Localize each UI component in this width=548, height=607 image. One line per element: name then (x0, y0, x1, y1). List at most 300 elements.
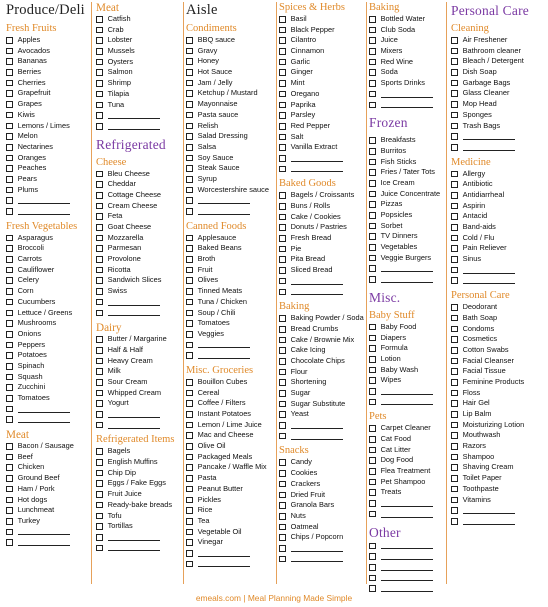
checklist-item[interactable] (279, 14, 366, 25)
checklist-item[interactable] (279, 377, 366, 388)
checklist-item[interactable] (96, 468, 180, 479)
checkbox[interactable] (6, 245, 13, 252)
checklist-item[interactable] (186, 398, 274, 409)
checkbox[interactable] (96, 235, 103, 242)
checklist-item[interactable] (279, 388, 366, 399)
checkbox[interactable] (369, 27, 376, 34)
checkbox[interactable] (96, 411, 103, 418)
checkbox[interactable] (186, 69, 193, 76)
checkbox[interactable] (6, 155, 13, 162)
checklist-item[interactable] (451, 324, 546, 335)
checklist-item[interactable] (369, 57, 444, 68)
write-in-line[interactable] (108, 411, 160, 418)
checkbox[interactable] (96, 245, 103, 252)
checklist-item[interactable] (186, 153, 274, 164)
checkbox[interactable] (96, 91, 103, 98)
checkbox[interactable] (369, 69, 376, 76)
write-in-line[interactable] (381, 265, 433, 272)
blank-checklist-item[interactable] (279, 153, 366, 164)
write-in-line[interactable] (108, 544, 160, 551)
blank-checklist-item[interactable] (369, 551, 444, 562)
checklist-item[interactable] (186, 78, 274, 89)
checkbox[interactable] (279, 401, 286, 408)
checkbox[interactable] (6, 454, 13, 461)
checkbox[interactable] (186, 486, 193, 493)
checklist-item[interactable] (186, 308, 274, 319)
checkbox[interactable] (279, 337, 286, 344)
checkbox[interactable] (279, 59, 286, 66)
checklist-item[interactable] (186, 516, 274, 527)
checklist-item[interactable] (451, 356, 546, 367)
checklist-item[interactable] (96, 489, 180, 500)
checklist-item[interactable] (279, 100, 366, 111)
blank-checklist-item[interactable] (96, 532, 180, 543)
checklist-item[interactable] (279, 335, 366, 346)
checkbox[interactable] (279, 459, 286, 466)
checklist-item[interactable] (6, 67, 86, 78)
checklist-item[interactable] (369, 67, 444, 78)
checkbox[interactable] (451, 203, 458, 210)
checklist-item[interactable] (451, 88, 546, 99)
checkbox[interactable] (96, 102, 103, 109)
checkbox[interactable] (6, 197, 13, 204)
checkbox[interactable] (369, 399, 376, 406)
checkbox[interactable] (186, 112, 193, 119)
checkbox[interactable] (6, 48, 13, 55)
checklist-item[interactable] (186, 46, 274, 57)
checkbox[interactable] (96, 16, 103, 23)
checkbox[interactable] (186, 123, 193, 130)
checkbox[interactable] (369, 564, 376, 571)
checklist-item[interactable] (186, 377, 274, 388)
checklist-item[interactable] (96, 35, 180, 46)
checklist-item[interactable] (279, 201, 366, 212)
checkbox[interactable] (451, 454, 458, 461)
checkbox[interactable] (369, 457, 376, 464)
checklist-item[interactable] (279, 468, 366, 479)
checklist-item[interactable] (451, 302, 546, 313)
checklist-item[interactable] (186, 185, 274, 196)
checklist-item[interactable] (451, 473, 546, 484)
checkbox[interactable] (451, 518, 458, 525)
checkbox[interactable] (186, 80, 193, 87)
write-in-line[interactable] (198, 341, 250, 348)
checklist-item[interactable] (6, 56, 86, 67)
checklist-item[interactable] (96, 366, 180, 377)
checkbox[interactable] (6, 374, 13, 381)
checklist-item[interactable] (451, 190, 546, 201)
checkbox[interactable] (369, 388, 376, 395)
checkbox[interactable] (186, 267, 193, 274)
write-in-line[interactable] (463, 267, 515, 274)
blank-checklist-item[interactable] (279, 554, 366, 565)
checkbox[interactable] (369, 335, 376, 342)
checklist-item[interactable] (186, 243, 274, 254)
write-in-line[interactable] (291, 155, 343, 162)
write-in-line[interactable] (381, 564, 433, 571)
checklist-item[interactable] (186, 233, 274, 244)
checkbox[interactable] (369, 212, 376, 219)
checkbox[interactable] (6, 123, 13, 130)
checklist-item[interactable] (6, 275, 86, 286)
checkbox[interactable] (6, 443, 13, 450)
checkbox[interactable] (96, 27, 103, 34)
checkbox[interactable] (186, 561, 193, 568)
checkbox[interactable] (96, 523, 103, 530)
checkbox[interactable] (6, 69, 13, 76)
checklist-item[interactable] (451, 67, 546, 78)
checkbox[interactable] (451, 48, 458, 55)
checkbox[interactable] (451, 464, 458, 471)
checkbox[interactable] (279, 502, 286, 509)
checklist-item[interactable] (451, 78, 546, 89)
checklist-item[interactable] (6, 505, 86, 516)
checkbox[interactable] (186, 550, 193, 557)
checkbox[interactable] (369, 48, 376, 55)
checkbox[interactable] (96, 112, 103, 119)
checkbox[interactable] (96, 534, 103, 541)
checklist-item[interactable] (186, 286, 274, 297)
checkbox[interactable] (451, 58, 458, 65)
checkbox[interactable] (279, 214, 286, 221)
write-in-line[interactable] (381, 574, 433, 581)
checklist-item[interactable] (451, 452, 546, 463)
checklist-item[interactable] (369, 46, 444, 57)
checkbox[interactable] (369, 345, 376, 352)
checkbox[interactable] (186, 235, 193, 242)
checkbox[interactable] (186, 90, 193, 97)
checklist-item[interactable] (186, 297, 274, 308)
checkbox[interactable] (279, 166, 286, 173)
checkbox[interactable] (6, 288, 13, 295)
checkbox[interactable] (369, 276, 376, 283)
checkbox[interactable] (279, 123, 286, 130)
checkbox[interactable] (369, 16, 376, 23)
checkbox[interactable] (96, 480, 103, 487)
checklist-item[interactable] (279, 500, 366, 511)
checklist-item[interactable] (186, 142, 274, 153)
checklist-item[interactable] (186, 452, 274, 463)
checklist-item[interactable] (279, 46, 366, 57)
checkbox[interactable] (451, 432, 458, 439)
checkbox[interactable] (279, 155, 286, 162)
checklist-item[interactable] (96, 388, 180, 399)
checkbox[interactable] (279, 315, 286, 322)
checkbox[interactable] (451, 411, 458, 418)
checkbox[interactable] (96, 288, 103, 295)
checkbox[interactable] (451, 315, 458, 322)
write-in-line[interactable] (463, 518, 515, 525)
checkbox[interactable] (96, 256, 103, 263)
checklist-item[interactable] (6, 46, 86, 57)
write-in-line[interactable] (198, 550, 250, 557)
checkbox[interactable] (451, 326, 458, 333)
checkbox[interactable] (96, 277, 103, 284)
checklist-item[interactable] (186, 484, 274, 495)
checklist-item[interactable] (451, 420, 546, 431)
checklist-item[interactable] (186, 88, 274, 99)
checkbox[interactable] (186, 165, 193, 172)
checkbox[interactable] (96, 379, 103, 386)
checklist-item[interactable] (6, 110, 86, 121)
checklist-item[interactable] (369, 78, 444, 89)
checkbox[interactable] (369, 102, 376, 109)
checklist-item[interactable] (451, 46, 546, 57)
checklist-item[interactable] (6, 361, 86, 372)
checkbox[interactable] (186, 155, 193, 162)
checkbox[interactable] (369, 324, 376, 331)
write-in-line[interactable] (291, 422, 343, 429)
checkbox[interactable] (96, 400, 103, 407)
checklist-item[interactable] (6, 142, 86, 153)
checkbox[interactable] (6, 507, 13, 514)
checkbox[interactable] (451, 443, 458, 450)
checklist-item[interactable] (186, 56, 274, 67)
checkbox[interactable] (451, 112, 458, 119)
checklist-item[interactable] (96, 46, 180, 57)
checkbox[interactable] (451, 368, 458, 375)
checklist-item[interactable] (451, 462, 546, 473)
write-in-line[interactable] (463, 144, 515, 151)
checklist-item[interactable] (186, 409, 274, 420)
checkbox[interactable] (451, 181, 458, 188)
checkbox[interactable] (186, 454, 193, 461)
checkbox[interactable] (451, 267, 458, 274)
checklist-item[interactable] (451, 254, 546, 265)
write-in-line[interactable] (381, 398, 433, 405)
checkbox[interactable] (279, 390, 286, 397)
checklist-item[interactable] (279, 212, 366, 223)
checkbox[interactable] (186, 37, 193, 44)
checklist-item[interactable] (96, 398, 180, 409)
write-in-line[interactable] (381, 276, 433, 283)
checklist-item[interactable] (451, 211, 546, 222)
checkbox[interactable] (279, 379, 286, 386)
checkbox[interactable] (96, 59, 103, 66)
checklist-item[interactable] (279, 89, 366, 100)
checklist-item[interactable] (369, 343, 444, 354)
checklist-item[interactable] (279, 324, 366, 335)
blank-checklist-item[interactable] (451, 265, 546, 276)
checklist-item[interactable] (96, 67, 180, 78)
checkbox[interactable] (6, 144, 13, 151)
blank-checklist-item[interactable] (451, 516, 546, 527)
write-in-line[interactable] (381, 91, 433, 98)
checkbox[interactable] (451, 245, 458, 252)
checkbox[interactable] (96, 347, 103, 354)
checkbox[interactable] (96, 203, 103, 210)
write-in-line[interactable] (198, 560, 250, 567)
checklist-item[interactable] (6, 318, 86, 329)
checklist-item[interactable] (279, 110, 366, 121)
checkbox[interactable] (6, 187, 13, 194)
checkbox[interactable] (6, 80, 13, 87)
checkbox[interactable] (279, 470, 286, 477)
checkbox[interactable] (6, 112, 13, 119)
blank-checklist-item[interactable] (451, 505, 546, 516)
checkbox[interactable] (279, 556, 286, 563)
checkbox[interactable] (369, 244, 376, 251)
checkbox[interactable] (451, 224, 458, 231)
checklist-item[interactable] (279, 244, 366, 255)
checklist-item[interactable] (6, 516, 86, 527)
checklist-item[interactable] (186, 254, 274, 265)
checkbox[interactable] (6, 176, 13, 183)
checkbox[interactable] (279, 27, 286, 34)
checkbox[interactable] (96, 80, 103, 87)
checkbox[interactable] (279, 411, 286, 418)
checkbox[interactable] (6, 497, 13, 504)
blank-checklist-item[interactable] (279, 276, 366, 287)
checkbox[interactable] (451, 171, 458, 178)
checklist-item[interactable] (186, 275, 274, 286)
checklist-item[interactable] (369, 455, 444, 466)
checklist-item[interactable] (6, 452, 86, 463)
checklist-item[interactable] (369, 178, 444, 189)
blank-checklist-item[interactable] (6, 404, 86, 415)
checklist-item[interactable] (279, 399, 366, 410)
checklist-item[interactable] (6, 233, 86, 244)
checkbox[interactable] (279, 48, 286, 55)
checkbox[interactable] (451, 123, 458, 130)
checklist-item[interactable] (186, 473, 274, 484)
checkbox[interactable] (6, 475, 13, 482)
checklist-item[interactable] (186, 527, 274, 538)
checkbox[interactable] (451, 358, 458, 365)
checkbox[interactable] (6, 310, 13, 317)
checklist-item[interactable] (369, 477, 444, 488)
checkbox[interactable] (186, 144, 193, 151)
write-in-line[interactable] (18, 406, 70, 413)
checklist-item[interactable] (96, 179, 180, 190)
checklist-item[interactable] (186, 99, 274, 110)
checklist-item[interactable] (369, 35, 444, 46)
checkbox[interactable] (96, 181, 103, 188)
checklist-item[interactable] (6, 372, 86, 383)
write-in-line[interactable] (463, 133, 515, 140)
checkbox[interactable] (6, 342, 13, 349)
checklist-item[interactable] (279, 345, 366, 356)
checklist-item[interactable] (369, 210, 444, 221)
checkbox[interactable] (369, 367, 376, 374)
checkbox[interactable] (451, 379, 458, 386)
checkbox[interactable] (6, 518, 13, 525)
checkbox[interactable] (451, 256, 458, 263)
checkbox[interactable] (6, 277, 13, 284)
checkbox[interactable] (96, 69, 103, 76)
blank-checklist-item[interactable] (96, 297, 180, 308)
checkbox[interactable] (451, 277, 458, 284)
checklist-item[interactable] (279, 356, 366, 367)
blank-checklist-item[interactable] (369, 498, 444, 509)
blank-checklist-item[interactable] (186, 206, 274, 217)
checklist-item[interactable] (451, 233, 546, 244)
blank-checklist-item[interactable] (369, 397, 444, 408)
checklist-item[interactable] (6, 88, 86, 99)
checkbox[interactable] (279, 192, 286, 199)
checklist-item[interactable] (451, 169, 546, 180)
checkbox[interactable] (96, 310, 103, 317)
checkbox[interactable] (369, 425, 376, 432)
checklist-item[interactable] (369, 487, 444, 498)
write-in-line[interactable] (463, 277, 515, 284)
blank-checklist-item[interactable] (96, 409, 180, 420)
checklist-item[interactable] (186, 495, 274, 506)
write-in-line[interactable] (108, 299, 160, 306)
write-in-line[interactable] (198, 352, 250, 359)
checkbox[interactable] (279, 278, 286, 285)
checklist-item[interactable] (369, 423, 444, 434)
checklist-item[interactable] (451, 441, 546, 452)
checkbox[interactable] (369, 80, 376, 87)
checkbox[interactable] (369, 137, 376, 144)
checkbox[interactable] (369, 585, 376, 592)
checkbox[interactable] (96, 502, 103, 509)
checkbox[interactable] (279, 112, 286, 119)
checkbox[interactable] (186, 299, 193, 306)
checklist-item[interactable] (451, 366, 546, 377)
checklist-item[interactable] (369, 434, 444, 445)
blank-checklist-item[interactable] (96, 308, 180, 319)
checklist-item[interactable] (279, 35, 366, 46)
checklist-item[interactable] (96, 211, 180, 222)
checkbox[interactable] (451, 80, 458, 87)
checklist-item[interactable] (369, 167, 444, 178)
checklist-item[interactable] (186, 462, 274, 473)
checkbox[interactable] (279, 422, 286, 429)
checkbox[interactable] (279, 534, 286, 541)
checkbox[interactable] (186, 379, 193, 386)
checkbox[interactable] (186, 497, 193, 504)
checklist-item[interactable] (186, 505, 274, 516)
checklist-item[interactable] (451, 388, 546, 399)
checklist-item[interactable] (186, 67, 274, 78)
checkbox[interactable] (451, 37, 458, 44)
checkbox[interactable] (451, 144, 458, 151)
checkbox[interactable] (451, 497, 458, 504)
checklist-item[interactable] (6, 308, 86, 319)
blank-checklist-item[interactable] (279, 420, 366, 431)
checklist-item[interactable] (451, 56, 546, 67)
checklist-item[interactable] (96, 286, 180, 297)
checkbox[interactable] (186, 288, 193, 295)
write-in-line[interactable] (381, 101, 433, 108)
checkbox[interactable] (96, 470, 103, 477)
write-in-line[interactable] (108, 309, 160, 316)
blank-checklist-item[interactable] (451, 131, 546, 142)
blank-checklist-item[interactable] (96, 110, 180, 121)
checklist-item[interactable] (279, 511, 366, 522)
checkbox[interactable] (279, 91, 286, 98)
checkbox[interactable] (279, 224, 286, 231)
blank-checklist-item[interactable] (451, 142, 546, 153)
blank-checklist-item[interactable] (279, 164, 366, 175)
checklist-item[interactable] (369, 242, 444, 253)
checklist-item[interactable] (6, 99, 86, 110)
checklist-item[interactable] (451, 222, 546, 233)
checklist-item[interactable] (6, 297, 86, 308)
checklist-item[interactable] (279, 121, 366, 132)
checkbox[interactable] (451, 400, 458, 407)
checklist-item[interactable] (369, 199, 444, 210)
checkbox[interactable] (6, 384, 13, 391)
checklist-item[interactable] (451, 121, 546, 132)
checklist-item[interactable] (96, 25, 180, 36)
checklist-item[interactable] (96, 57, 180, 68)
checklist-item[interactable] (279, 367, 366, 378)
checkbox[interactable] (96, 171, 103, 178)
checklist-item[interactable] (451, 179, 546, 190)
